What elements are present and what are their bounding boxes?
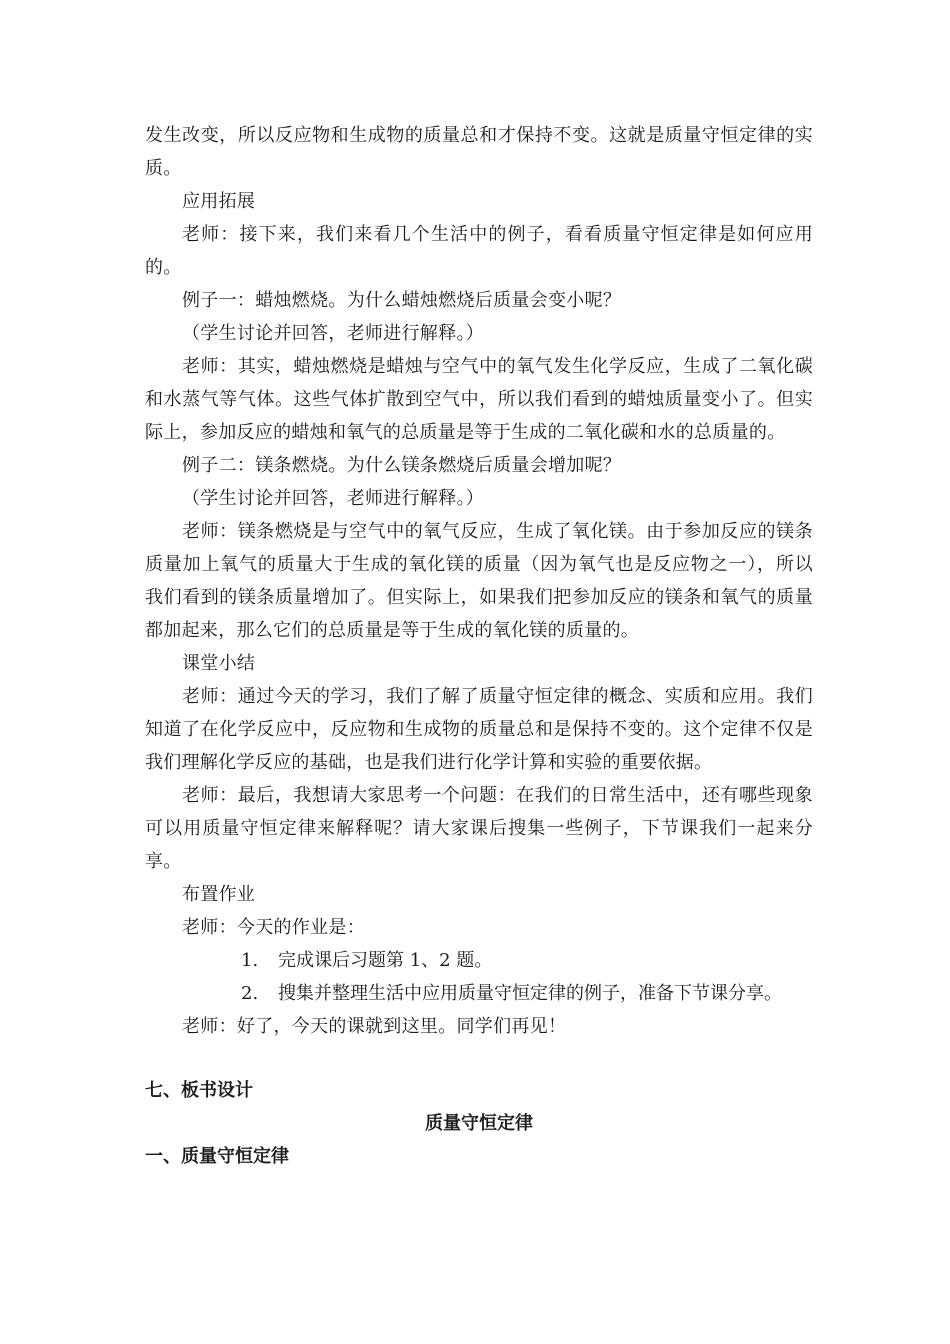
list-text: 完成课后习题第 1、2 题。 [278,950,493,971]
paragraph-magnesium-explanation: 老师：镁条燃烧是与空气中的氧气反应，生成了氧化镁。由于参加反应的镁条质量加上氧气的质量大于生成的氧化镁的质量（因为氧气也是反应物之一），所以我们看到的镁条质量增加了。但实际上，如果我们把参加反应的镁条和氧气的质量都加起来，那么它们的总质量是等于生成的氧化镁的质量的。 [145,521,813,641]
paragraph-example-one: 例子一：蜡烛燃烧。为什么蜡烛燃烧后质量会变小呢？ [182,290,622,311]
document-body [145,119,813,1173]
paragraph-teacher-intro-examples: 老师：接下来，我们来看几个生活中的例子，看看质量守恒定律是如何应用的。 [145,224,813,278]
paragraph-homework-intro: 老师：今天的作业是： [182,917,365,938]
paragraph-summary: 老师：通过今天的学习，我们了解了质量守恒定律的概念、实质和应用。我们知道了在化学反应中，反应物和生成物的质量总和是保持不变的。这个定律不仅是我们理解化学反应的基础，也是我们进行化学计算和实验的重要依据。 [145,686,813,773]
paragraph-essence-conclusion: 发生改变，所以反应物和生成物的质量总和才保持不变。这就是质量守恒定律的实质。 [145,125,813,179]
subheading-homework: 布置作业 [182,884,256,905]
paragraph-discussion-two: （学生讨论并回答，老师进行解释。） [182,488,485,509]
paragraph-example-two: 例子二：镁条燃烧。为什么镁条燃烧后质量会增加呢？ [182,455,622,476]
list-item [145,944,813,977]
subheading-summary: 课堂小结 [182,653,256,674]
board-title: 质量守恒定律 [425,1113,533,1134]
spacer [145,1043,813,1074]
subheading-application: 应用拓展 [182,191,256,212]
paragraph-discussion-one: （学生讨论并回答，老师进行解释。） [182,323,485,344]
list-text: 搜集并整理生活中应用质量守恒定律的例子，准备下节课分享。 [278,983,782,1004]
paragraph-candle-explanation: 老师：其实，蜡烛燃烧是蜡烛与空气中的氧气发生化学反应，生成了二氧化碳和水蒸气等气体。这些气体扩散到空气中，所以我们看到的蜡烛质量变小了。但实际上，参加反应的蜡烛和氧气的总质量是等于生成的二氧化碳和水的总质量的。 [145,356,813,443]
list-number: 2. [241,983,259,1004]
paragraph-final-question: 老师：最后，我想请大家思考一个问题：在我们的日常生活中，还有哪些现象可以用质量守恒定律来解释呢？请大家课后搜集一些例子，下节课我们一起来分享。 [145,785,813,872]
paragraph-closing: 老师：好了，今天的课就到这里。同学们再见！ [182,1016,567,1037]
list-number: 1. [241,950,259,971]
section-heading: 七、板书设计 [145,1080,253,1101]
board-sub-heading: 一、质量守恒定律 [145,1146,289,1167]
list-item [145,977,813,1010]
